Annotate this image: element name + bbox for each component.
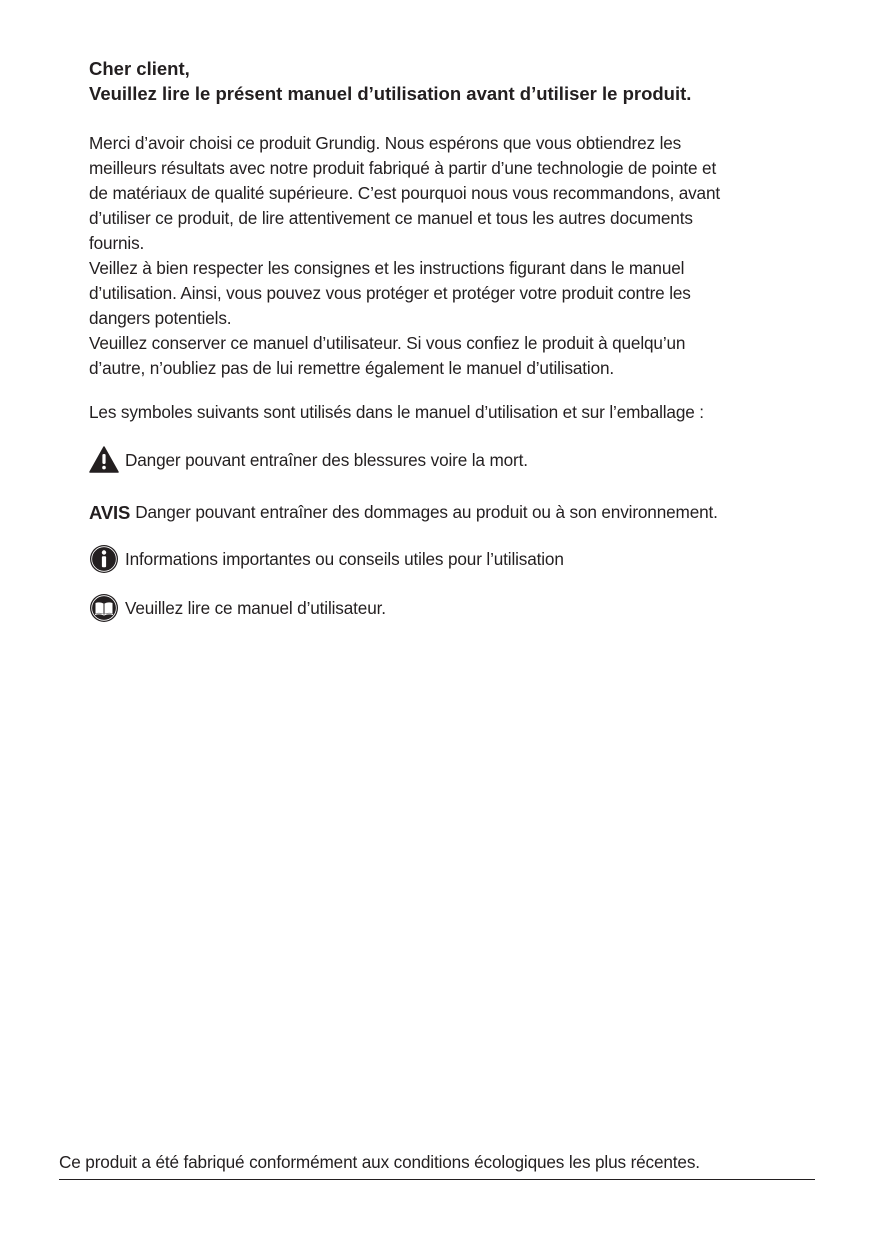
intro-line: d’autre, n’oubliez pas de lui remettre également le manuel d’utilisation. (89, 358, 615, 378)
greeting-block (89, 56, 809, 106)
book-icon (89, 593, 119, 623)
symbol-row-read-manual (89, 593, 386, 623)
footer-divider (59, 1179, 815, 1180)
intro-line: fournis. (89, 233, 145, 253)
symbol-text: Danger pouvant entraîner des blessures voire la mort. (125, 449, 528, 470)
symbol-text: Veuillez lire ce manuel d’utilisateur. (125, 597, 386, 618)
intro-line: Veuillez conserver ce manuel d’utilisateur. Si vous confiez le produit à quelqu’un (89, 333, 686, 353)
intro-line: d’utilisation. Ainsi, vous pouvez vous protéger et protéger votre produit contre les (89, 283, 691, 303)
avis-label: AVIS (89, 502, 131, 523)
intro-line: Merci d’avoir choisi ce produit Grundig. Nous espérons que vous obtiendrez les (89, 133, 682, 153)
ecological-note: Ce produit a été fabriqué conformément aux conditions écologiques les plus récentes. (59, 1152, 700, 1172)
salutation: Cher client, (89, 58, 190, 79)
intro-line: meilleurs résultats avec notre produit fabriqué à partir d’une technologie de pointe et (89, 158, 717, 178)
read-manual-instruction: Veuillez lire le présent manuel d’utilisation avant d’utiliser le produit. (89, 83, 692, 104)
intro-line: Veillez à bien respecter les consignes et les instructions figurant dans le manuel (89, 258, 685, 278)
symbols-intro: Les symboles suivants sont utilisés dans le manuel d’utilisation et sur l’emballage : (89, 402, 704, 422)
warning-triangle-icon (89, 445, 119, 475)
intro-line: de matériaux de qualité supérieure. C’est pourquoi nous vous recommandons, avant (89, 183, 720, 203)
symbol-text: Danger pouvant entraîner des dommages au produit ou à son environnement. (135, 502, 718, 522)
intro-line: dangers potentiels. (89, 308, 232, 328)
symbol-row-avis (89, 500, 718, 525)
info-icon (89, 544, 119, 574)
symbol-row-danger (89, 445, 528, 475)
intro-line: d’utiliser ce produit, de lire attentivement ce manuel et tous les autres documents (89, 208, 693, 228)
symbol-row-info (89, 544, 564, 574)
intro-paragraph (89, 131, 809, 381)
symbol-text: Informations importantes ou conseils utiles pour l’utilisation (125, 548, 564, 569)
